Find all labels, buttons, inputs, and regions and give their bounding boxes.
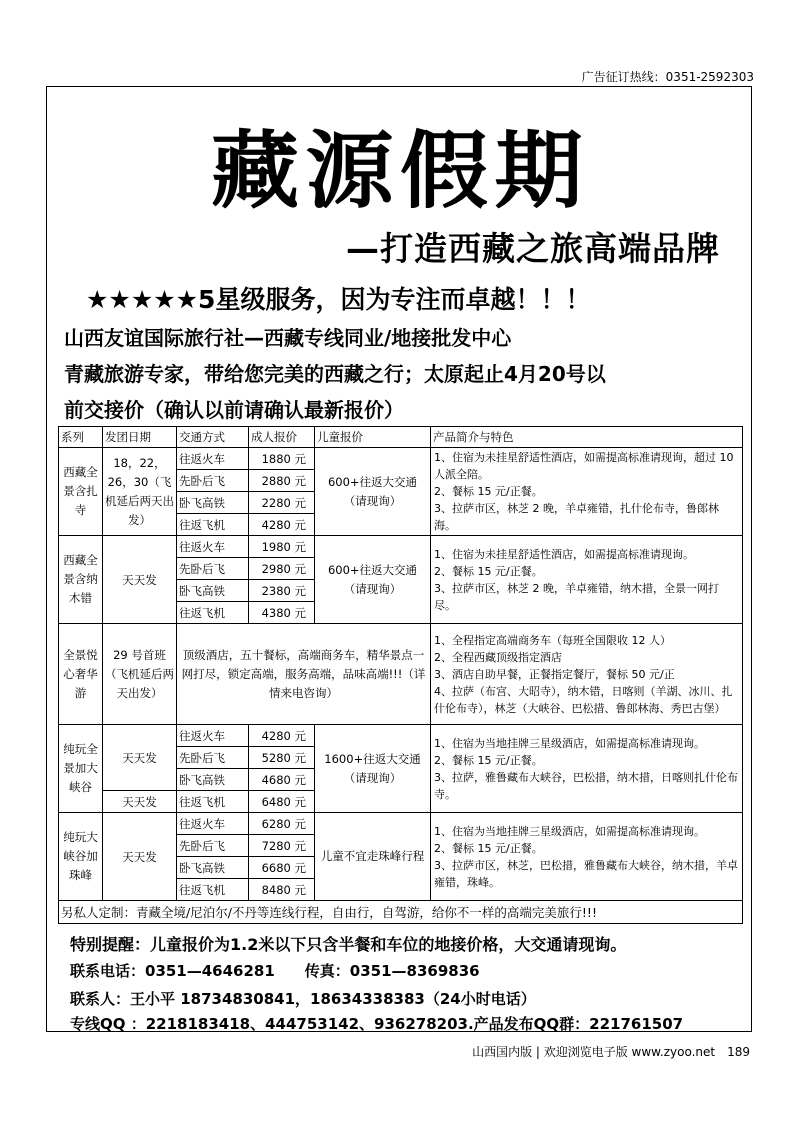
header-adult-price: 成人报价 [249, 427, 315, 448]
transport-cell: 卧飞高铁 [177, 492, 249, 514]
child-price-cell: 600+往返大交通（请现询） [315, 448, 431, 536]
header-transport: 交通方式 [177, 427, 249, 448]
contact-qq: 专线QQ ：2218183418、444753142、936278203.产品发布QQ群：221761507 [70, 1015, 684, 1033]
ad-hotline: 广告征订热线：0351-2592303 [581, 70, 754, 84]
adult-price-cell: 1880 元 [249, 448, 315, 470]
transport-cell: 往返飞机 [177, 791, 249, 813]
table-row [59, 901, 743, 924]
transport-cell: 卧飞高铁 [177, 769, 249, 791]
contact-person: 联系人：王小平 18734830841，18634338383（24小时电话） [70, 990, 536, 1008]
child-price-cell: 儿童不宜走珠峰行程 [315, 813, 431, 901]
features-cell: 1、住宿为当地挂牌三星级酒店，如需提高标准请现询。 2、餐标 15 元/正餐。 3、拉萨，雅鲁藏布大峡谷，巴松措，纳木措，日喀则扎什伦布寺。 [431, 725, 743, 813]
adult-price-cell: 8480 元 [249, 879, 315, 901]
adult-price-cell: 4280 元 [249, 725, 315, 747]
transport-cell: 先卧后飞 [177, 835, 249, 857]
transport-cell: 往返火车 [177, 536, 249, 558]
custom-tour-note: 另私人定制：青藏全境/尼泊尔/不丹等连线行程，自由行，自驾游，给你不一样的高端完美旅行!!! [59, 901, 743, 924]
adult-price-cell: 2280 元 [249, 492, 315, 514]
price-table [58, 426, 743, 924]
transport-cell: 往返火车 [177, 725, 249, 747]
header-child-price: 儿童报价 [315, 427, 431, 448]
intro-line-1: 山西友谊国际旅行社—西藏专线同业/地接批发中心 [64, 326, 512, 350]
adult-price-cell: 4380 元 [249, 602, 315, 624]
series-cell: 西藏全景含纳木错 [59, 536, 103, 624]
series-cell: 西藏全景含扎寺 [59, 448, 103, 536]
transport-cell: 往返飞机 [177, 514, 249, 536]
child-price-cell: 600+往返大交通（请现询） [315, 536, 431, 624]
adult-price-cell: 7280 元 [249, 835, 315, 857]
table-header-row [59, 427, 743, 448]
adult-price-cell: 6680 元 [249, 857, 315, 879]
series-cell: 全景悦心奢华游 [59, 624, 103, 725]
page-subtitle: —打造西藏之旅高端品牌 [346, 229, 720, 268]
features-cell: 1、住宿为未挂星舒适性酒店，如需提高标准请现询，超过 10 人派全陪。 2、餐标 15 元/正餐。 3、拉萨市区，林芝 2 晚，羊卓雍错，扎什伦布寺，鲁郎林海。 [431, 448, 743, 536]
special-notice: 特别提醒：儿童报价为1.2米以下只含半餐和车位的地接价格，大交通请现询。 [70, 935, 627, 954]
transport-cell: 往返飞机 [177, 602, 249, 624]
series-cell: 纯玩大峡谷加珠峰 [59, 813, 103, 901]
transport-cell: 往返火车 [177, 448, 249, 470]
date-cell: 18，22，26，30（飞机延后两天出发） [103, 448, 177, 536]
transport-cell: 往返火车 [177, 813, 249, 835]
table-row [59, 536, 743, 558]
date-cell: 天天发 [103, 813, 177, 901]
transport-cell: 先卧后飞 [177, 747, 249, 769]
adult-price-cell: 4680 元 [249, 769, 315, 791]
adult-price-cell: 6480 元 [249, 791, 315, 813]
table-row [59, 448, 743, 470]
intro-line-3: 前交接价（确认以前请确认最新报价） [64, 398, 404, 422]
header-series: 系列 [59, 427, 103, 448]
features-cell: 1、全程指定高端商务车（每班全国限收 12 人） 2、全程西藏顶级指定酒店 3、酒店自助早餐，正餐指定餐厅，餐标 50 元/正 4、拉萨（布宫、大昭寺），纳木错，日喀则（羊湖、冰川、扎什伦布寺），林芝（大峡谷、巴松措、鲁郎林海、秀巴古堡） [431, 624, 743, 725]
adult-price-cell: 2880 元 [249, 470, 315, 492]
header-date: 发团日期 [103, 427, 177, 448]
series-cell: 纯玩全景加大峡谷 [59, 725, 103, 813]
adult-price-cell: 2980 元 [249, 558, 315, 580]
adult-price-cell: 4280 元 [249, 514, 315, 536]
table-row [59, 624, 743, 725]
transport-cell: 往返飞机 [177, 879, 249, 901]
adult-price-cell: 1980 元 [249, 536, 315, 558]
table-row [59, 813, 743, 835]
contact-phone: 联系电话：0351—4646281 传真：0351—8369836 [70, 962, 480, 980]
adult-price-cell: 6280 元 [249, 813, 315, 835]
stars-slogan: ★★★★★5星级服务，因为专注而卓越！！！ [86, 285, 591, 314]
date-cell: 天天发 [103, 725, 177, 791]
page-footer: 山西国内版 | 欢迎浏览电子版 www.zyoo.net 189 [472, 1045, 750, 1059]
transport-cell: 卧飞高铁 [177, 857, 249, 879]
features-cell: 1、住宿为未挂星舒适性酒店，如需提高标准请现询。 2、餐标 15 元/正餐。 3、拉萨市区，林芝 2 晚，羊卓雍错，纳木措，全景一网打尽。 [431, 536, 743, 624]
date-cell: 29 号首班（飞机延后两天出发） [103, 624, 177, 725]
intro-line-2: 青藏旅游专家，带给您完美的西藏之行；太原起止4月20号以 [64, 362, 606, 386]
page-title: 藏源假期 [210, 122, 589, 220]
transport-cell: 先卧后飞 [177, 470, 249, 492]
table-row [59, 725, 743, 747]
adult-price-cell: 5280 元 [249, 747, 315, 769]
merged-description-cell: 顶级酒店，五十餐标，高端商务车，精华景点一网打尽，锁定高端，服务高端，品味高端!!!（详情来电咨询） [177, 624, 431, 725]
date-cell: 天天发 [103, 791, 177, 813]
header-features: 产品简介与特色 [431, 427, 743, 448]
adult-price-cell: 2380 元 [249, 580, 315, 602]
features-cell: 1、住宿为当地挂牌三星级酒店，如需提高标准请现询。 2、餐标 15 元/正餐。 3、拉萨市区，林芝，巴松措，雅鲁藏布大峡谷，纳木措，羊卓雍错，珠峰。 [431, 813, 743, 901]
transport-cell: 先卧后飞 [177, 558, 249, 580]
date-cell: 天天发 [103, 536, 177, 624]
transport-cell: 卧飞高铁 [177, 580, 249, 602]
child-price-cell: 1600+往返大交通（请现询） [315, 725, 431, 813]
